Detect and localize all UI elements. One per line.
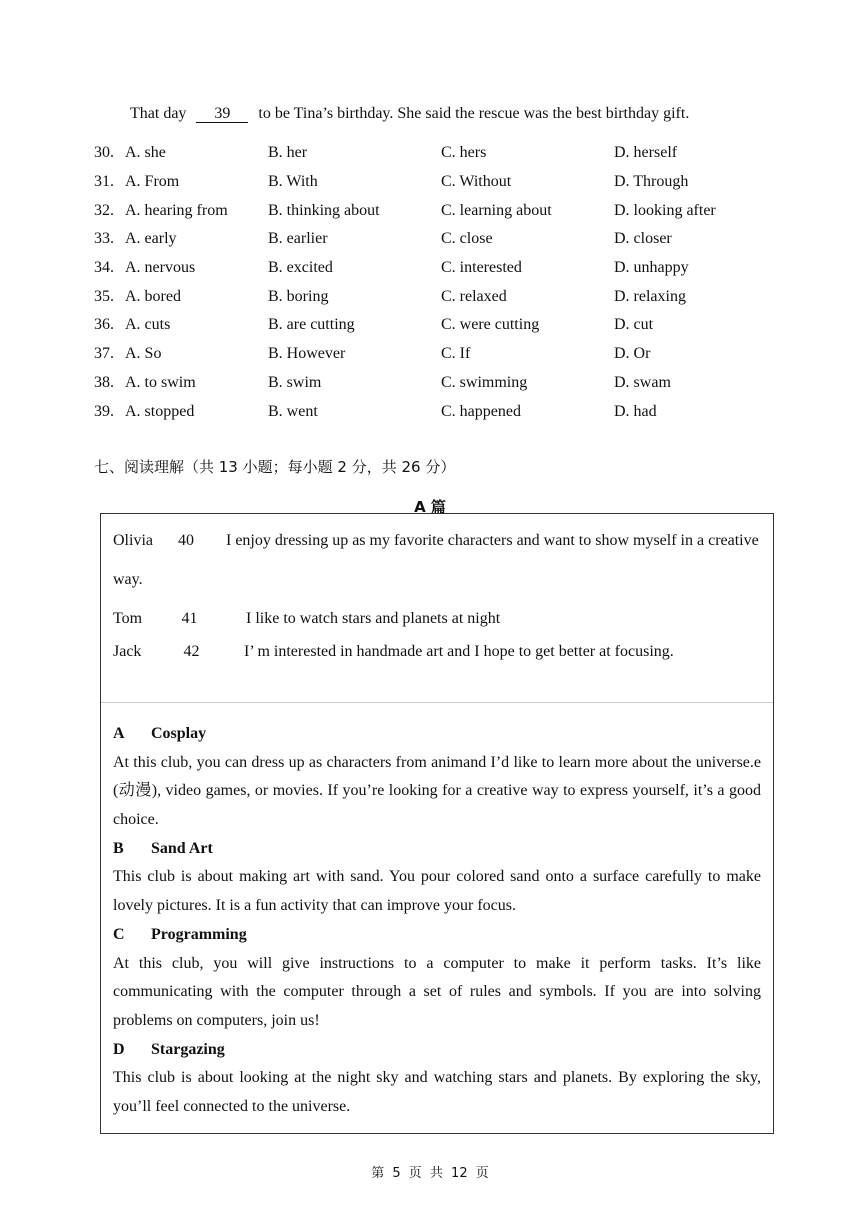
page-footer: 第 5 页 共 12 页	[371, 1166, 489, 1181]
option-d: D. cut	[614, 316, 654, 334]
question-row	[94, 139, 716, 168]
option-a: A. hearing from	[125, 201, 228, 219]
club-description: At this club, you can dress up as characters from animand I’d like to learn more about the universe.e (动漫), video games, or movies. If you’re looking for a creative way to express yourself, it’s a good choice.	[113, 753, 761, 829]
option-c: C. happened	[441, 402, 521, 420]
club-d	[113, 1036, 761, 1122]
option-d: D. Or	[614, 345, 651, 363]
question-number: 37.	[94, 345, 114, 363]
option-d: D. looking after	[614, 201, 716, 219]
question-row	[94, 282, 716, 311]
club-letter: C	[113, 925, 125, 943]
option-a: A. cuts	[125, 316, 171, 334]
club-description: This club is about making art with sand. You pour colored sand onto a surface carefully to make lovely pictures. It is a fun activity that can improve your focus.	[113, 868, 761, 915]
question-number: 34.	[94, 259, 114, 277]
option-a: A. nervous	[125, 259, 196, 277]
intro-text-before: That day	[130, 105, 187, 122]
option-a: A. So	[125, 345, 162, 363]
person-name-blank: Olivia 40	[113, 532, 194, 549]
club-letter: A	[113, 725, 125, 742]
option-b: B. swim	[268, 373, 322, 391]
option-c: C. learning about	[441, 201, 552, 219]
option-d: D. relaxing	[614, 287, 686, 305]
option-b: B. her	[268, 144, 308, 162]
blank-39: 39	[196, 106, 248, 123]
option-c: C. hers	[441, 144, 487, 162]
club-letter: D	[113, 1040, 125, 1058]
option-c: C. interested	[441, 259, 522, 277]
intro-text-after: to be Tina’s birthday. She said the rescue was the best birthday gift.	[258, 105, 690, 122]
cloze-intro-line	[130, 105, 689, 123]
question-number: 32.	[94, 201, 114, 219]
option-b: B. earlier	[268, 230, 328, 248]
person-olivia	[113, 521, 761, 599]
option-a: A. she	[125, 144, 166, 162]
question-row	[94, 254, 716, 283]
person-name-blank: Jack 42	[113, 643, 200, 660]
option-d: D. swam	[614, 373, 671, 391]
question-number: 31.	[94, 173, 114, 191]
question-row	[94, 340, 716, 369]
question-number: 30.	[94, 144, 114, 162]
option-a: A. From	[125, 173, 180, 191]
question-number: 39.	[94, 402, 114, 420]
option-d: D. herself	[614, 144, 678, 162]
question-number: 38.	[94, 373, 114, 391]
question-number: 33.	[94, 230, 114, 248]
club-letter: B	[113, 839, 124, 857]
option-b: B. excited	[268, 259, 333, 277]
option-b: B. went	[268, 402, 318, 420]
question-row	[94, 311, 716, 340]
club-description: At this club, you will give instructions to a computer to make it perform tasks. It’s like communicating with the computer through a set of rules and symbols. If you are into solving problems on computers, join us!	[113, 954, 761, 1029]
option-b: B. are cutting	[268, 316, 355, 334]
question-row	[94, 369, 716, 398]
option-b: B. thinking about	[268, 201, 380, 219]
passage-title: A 篇	[414, 498, 446, 516]
question-row	[94, 196, 716, 225]
club-name: Cosplay	[151, 725, 207, 742]
club-list	[113, 720, 761, 1122]
option-c: C. swimming	[441, 373, 528, 391]
person-statement: I enjoy dressing up as my favorite characters and want to show myself in a creative way.	[113, 532, 759, 588]
section-title: 七、阅读理解（共 13 小题；每小题 2 分，共 26 分）	[94, 458, 456, 476]
option-b: B. With	[268, 173, 318, 191]
option-a: A. bored	[125, 287, 181, 305]
option-c: C. were cutting	[441, 316, 540, 334]
club-description: This club is about looking at the night sky and watching stars and planets. By exploring the sky, you’ll feel connected to the universe.	[113, 1069, 761, 1116]
person-jack	[113, 632, 761, 671]
club-name: Sand Art	[151, 839, 213, 857]
question-row	[94, 225, 716, 254]
club-a	[113, 720, 761, 835]
person-statement: I like to watch stars and planets at night	[246, 610, 501, 627]
option-a: A. stopped	[125, 402, 195, 420]
person-statement: I’ m interested in handmade art and I hope to get better at focusing.	[244, 643, 674, 660]
option-c: C. relaxed	[441, 287, 507, 305]
cloze-options	[94, 139, 716, 426]
option-c: C. If	[441, 345, 471, 363]
club-c	[113, 921, 761, 1036]
reading-box	[100, 513, 774, 1134]
option-b: B. boring	[268, 287, 329, 305]
option-d: D. Through	[614, 173, 689, 191]
option-c: C. close	[441, 230, 493, 248]
question-number: 35.	[94, 287, 114, 305]
club-b	[113, 835, 761, 921]
person-name-blank: Tom 41	[113, 610, 198, 627]
option-d: D. unhappy	[614, 259, 689, 277]
question-row	[94, 168, 716, 197]
option-d: D. had	[614, 402, 657, 420]
question-row	[94, 397, 716, 426]
option-d: D. closer	[614, 230, 672, 248]
option-b: B. However	[268, 345, 346, 363]
club-name: Stargazing	[151, 1040, 225, 1058]
question-number: 36.	[94, 316, 114, 334]
option-c: C. Without	[441, 173, 512, 191]
people-panel	[101, 514, 773, 703]
option-a: A. to swim	[125, 373, 196, 391]
option-a: A. early	[125, 230, 177, 248]
club-name: Programming	[151, 925, 247, 943]
